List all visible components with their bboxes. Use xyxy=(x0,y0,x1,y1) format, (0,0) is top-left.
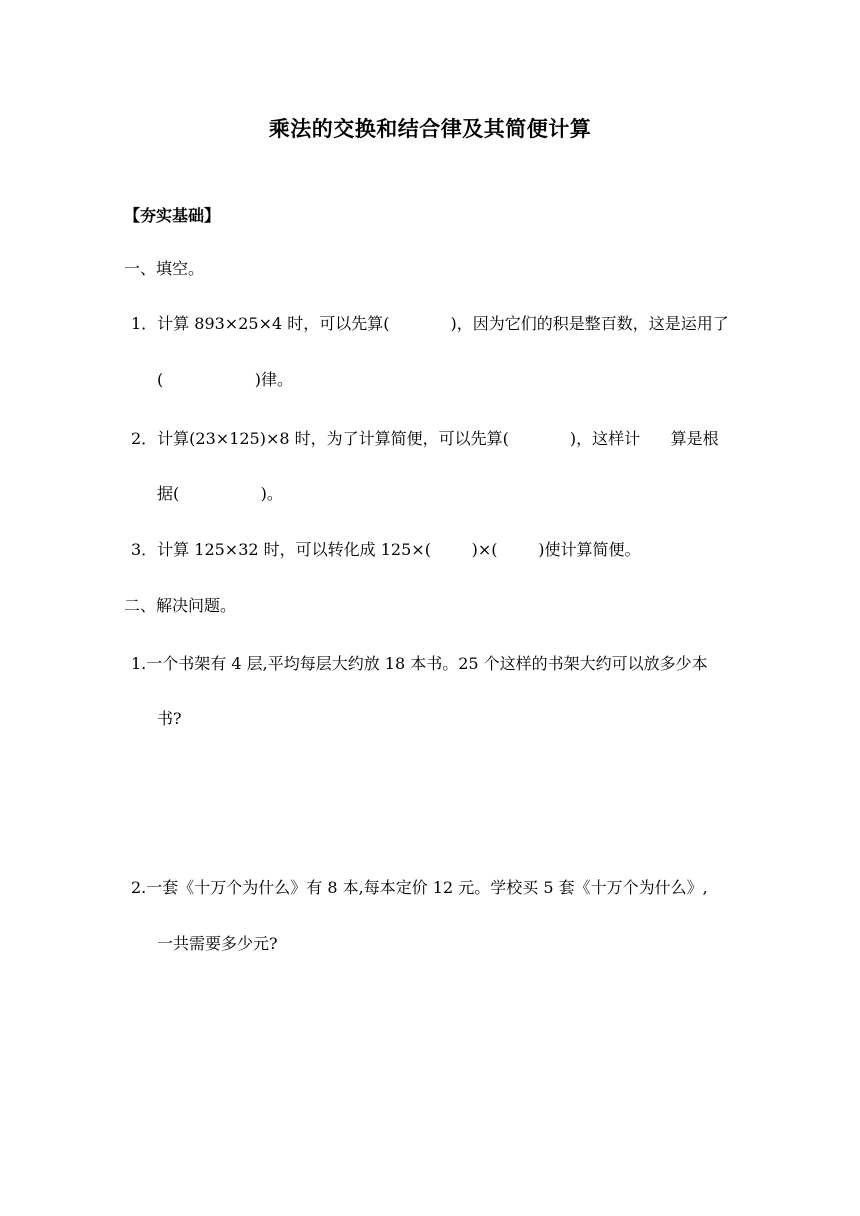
fill-question-1-line-2: ( )律。 xyxy=(157,370,294,389)
problem-2-line-1: 2.一套《十万个为什么》有 8 本,每本定价 12 元。学校买 5 套《十万个为什么》, xyxy=(131,878,708,897)
part1-heading: 一、填空。 xyxy=(124,259,205,278)
problem-2-line-2: 一共需要多少元? xyxy=(157,934,278,953)
fill-question-2-line-1: 2．计算(23×125)×8 时，为了计算简便，可以先算( )，这样计 算是根 xyxy=(131,429,719,448)
problem-1-line-1: 1.一个书架有 4 层,平均每层大约放 18 本书。25 个这样的书架大约可以放多少本 xyxy=(131,654,708,673)
page-title: 乘法的交换和结合律及其简便计算 xyxy=(268,116,592,141)
fill-question-1-line-1: 1．计算 893×25×4 时，可以先算( )，因为它们的积是整百数，这是运用了 xyxy=(131,314,729,333)
section-heading: 【夯实基础】 xyxy=(124,206,221,225)
fill-question-2-line-2: 据( )。 xyxy=(157,484,283,503)
part2-heading: 二、解决问题。 xyxy=(124,596,237,615)
fill-question-3: 3．计算 125×32 时，可以转化成 125×( )×( )使计算简便。 xyxy=(131,540,641,559)
problem-1-line-2: 书? xyxy=(157,709,182,728)
